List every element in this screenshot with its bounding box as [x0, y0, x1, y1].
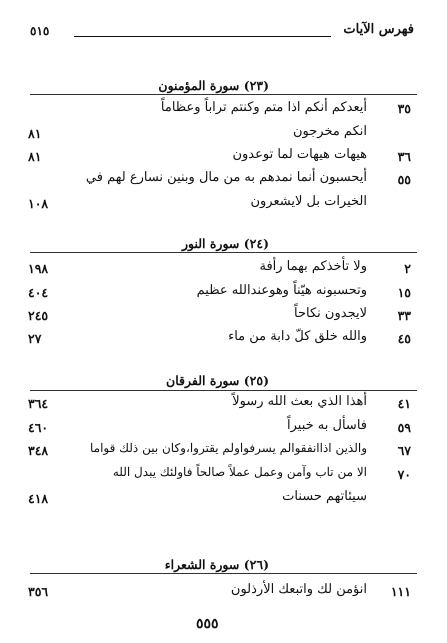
verse-text: أيعدكم أنكم اذا متم وكنتم تراباً وعظاماً [160, 100, 367, 115]
verse-number: ٢ [404, 261, 411, 276]
verse-number: ٦٧ [397, 443, 411, 458]
page-reference: ٢٧ [28, 331, 42, 346]
verse-number: ١٥ [397, 285, 411, 300]
verse-number: ٧٠ [397, 467, 411, 482]
verse-text: والذين اذاانفقوالم يسرفواولم يقتروا،وكان بين ذلك قواما [89, 441, 367, 455]
page-reference: ٤١٨ [28, 491, 49, 506]
verse-number: ٤١ [397, 396, 411, 411]
section-title: (٢٣) سورة المؤمنون [158, 78, 269, 93]
verse-number: ٣٣ [397, 308, 411, 323]
verse-text: انؤمن لك واتبعك الأرذلون [230, 582, 367, 597]
running-header-title: فهرس الآيات [343, 22, 414, 37]
verse-number: ١١١ [390, 584, 411, 599]
end-ornament: ٥٥٥ [196, 616, 219, 632]
section-title: (٢٥) سورة الفرقان [166, 373, 269, 388]
section-rule [30, 94, 417, 95]
page-reference: ٨١ [28, 126, 42, 141]
verse-text: الا من تاب وآمن وعمل عملاً صالحاً فاولئك يبدل الله [112, 465, 367, 479]
page-reference: ٨١ [28, 149, 42, 164]
page-reference: ٣٤٨ [28, 443, 49, 458]
section-rule [30, 573, 417, 574]
verse-text: وتحسبونه هيّناً وهوعندالله عظيم [196, 283, 367, 298]
page-reference: ٣٥٦ [28, 584, 49, 599]
section-title: (٢٤) سورة النور [181, 236, 269, 251]
verse-text: والله خلق كلّ دابة من ماء [228, 329, 367, 344]
verse-text: الخيرات بل لايشعرون [250, 194, 367, 209]
page-reference: ٤٦٠ [28, 420, 49, 435]
page-reference: ١٠٨ [28, 196, 49, 211]
verse-number: ٣٥ [397, 101, 411, 116]
section-rule [30, 252, 417, 253]
page-reference: ٣٦٤ [28, 396, 49, 411]
verse-text: سيئاتهم حسنات [282, 489, 367, 504]
verse-number: ٤٥ [397, 331, 411, 346]
verse-text: لايجدون نكاحاً [294, 306, 367, 321]
verse-number: ٥٥ [397, 172, 411, 187]
section-title: (٢٦) سورة الشعراء [164, 557, 269, 572]
verse-number: ٥٩ [397, 420, 411, 435]
verse-text: أهذا الذي بعث الله رسولاً [232, 394, 367, 409]
verse-text: أيحسبون أنما نمدهم به من مال وبنين نسارع لهم في [85, 170, 367, 185]
page-reference: ٢٤٥ [28, 308, 49, 323]
verse-text: انكم مخرجون [292, 124, 367, 139]
verse-text: ولا تأخذكم بهما رأفة [259, 259, 367, 274]
verse-text: فاسأل به خبيراً [287, 418, 367, 433]
verse-text: هيهات هيهات لما توعدون [232, 147, 367, 162]
page-reference: ٤٠٤ [28, 285, 49, 300]
section-rule [30, 390, 417, 391]
page-reference: ١٩٨ [28, 261, 49, 276]
verse-number: ٣٦ [397, 149, 411, 164]
page-number: ٥١٥ [30, 24, 50, 38]
header-rule [74, 36, 331, 37]
